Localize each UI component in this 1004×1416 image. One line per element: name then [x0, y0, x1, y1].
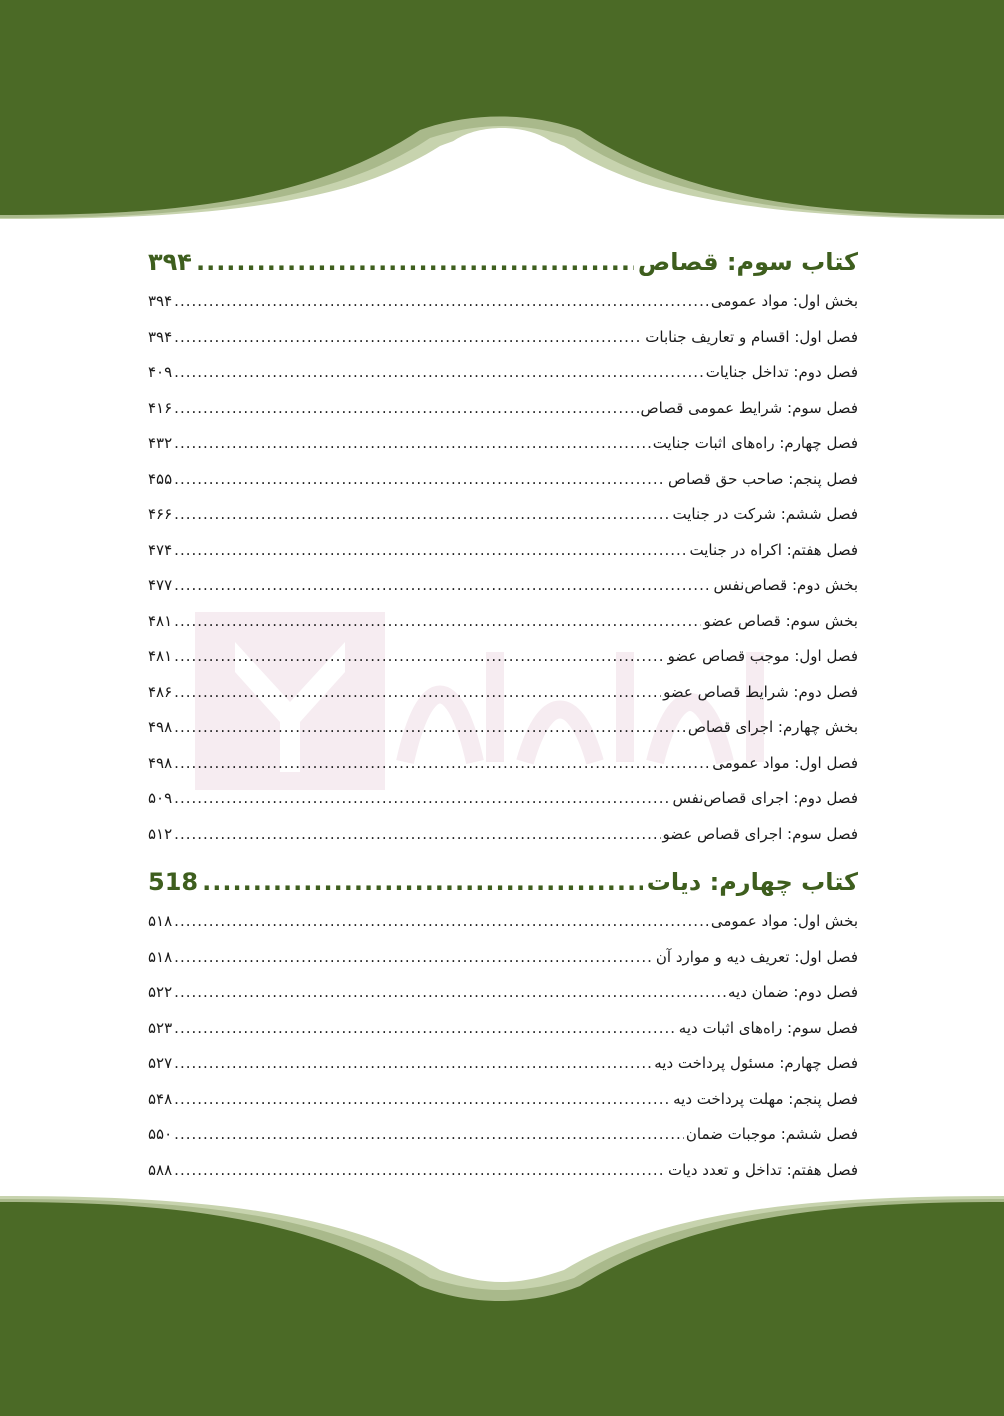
- entry-title: فصل دوم: اجرای قصاص‌نفس: [672, 789, 858, 807]
- entry-page: ۵۵۰: [148, 1125, 173, 1143]
- entry-page: ۴۰۹: [148, 363, 173, 381]
- leader-dots: [174, 817, 660, 853]
- entry-title: فصل چهارم: راه‌های اثبات جنایت: [652, 434, 858, 452]
- leader-dots: [174, 1046, 652, 1082]
- leader-dots: [174, 710, 686, 746]
- entry-page: ۵۲۲: [148, 983, 173, 1001]
- toc-entry[interactable]: [148, 975, 858, 1011]
- leader-dots: [174, 604, 701, 640]
- entry-page: ۵۱۸: [148, 912, 173, 930]
- entry-page: ۵۰۹: [148, 789, 173, 807]
- leader-dots: [174, 940, 654, 976]
- entry-title: فصل چهارم: مسئول پرداخت دیه: [654, 1054, 858, 1072]
- toc-entry[interactable]: [148, 904, 858, 940]
- toc-entry[interactable]: [148, 1082, 858, 1118]
- toc-entry[interactable]: [148, 746, 858, 782]
- entry-page: ۴۸۶: [148, 682, 173, 701]
- leader-dots: [202, 860, 643, 904]
- table-of-contents: [148, 240, 858, 1188]
- entry-page: ۴۳۲: [148, 434, 173, 452]
- book3-page: ۳۹۴: [148, 248, 192, 276]
- entry-title: بخش اول: مواد عمومی: [710, 292, 858, 310]
- leader-dots: [174, 355, 704, 391]
- book4-heading[interactable]: [148, 860, 858, 904]
- toc-entry[interactable]: [148, 533, 858, 569]
- entry-page: ۴۷۴: [148, 540, 173, 559]
- leader-dots: [174, 320, 643, 356]
- leader-dots: [174, 675, 661, 711]
- book4-title: کتاب چهارم: دیات: [646, 868, 858, 896]
- entry-page: ۴۹۸: [148, 718, 173, 736]
- toc-entry[interactable]: [148, 639, 858, 675]
- leader-dots: [174, 568, 711, 604]
- entry-page: ۵۸۸: [148, 1160, 173, 1179]
- bottom-decorative-band: [0, 1190, 1004, 1416]
- entry-page: ۴۹۸: [148, 753, 173, 772]
- entry-page: ۵۲۳: [148, 1018, 173, 1037]
- toc-entry[interactable]: [148, 604, 858, 640]
- leader-dots: [174, 904, 709, 940]
- entry-title: فصل سوم: شرایط عمومی قصاص: [640, 398, 858, 417]
- section-gap: [148, 852, 858, 860]
- entry-title: فصل دوم: ضمان دیه: [728, 983, 858, 1001]
- entry-page: ۴۱۶: [148, 398, 173, 417]
- toc-entry[interactable]: [148, 710, 858, 746]
- entry-title: فصل ششم: موجبات ضمان: [685, 1125, 858, 1143]
- leader-dots: [174, 746, 710, 782]
- toc-entry[interactable]: [148, 497, 858, 533]
- entry-page: ۵۱۲: [148, 824, 173, 843]
- leader-dots: [174, 497, 670, 533]
- top-decorative-band: [0, 0, 1004, 225]
- leader-dots: [174, 781, 670, 817]
- entry-title: بخش اول: مواد عمومی: [710, 912, 858, 930]
- leader-dots: [174, 1082, 671, 1118]
- book3-entry-list: [148, 284, 858, 852]
- toc-entry[interactable]: [148, 355, 858, 391]
- entry-title: فصل پنجم: مهلت پرداخت دیه: [673, 1089, 858, 1108]
- leader-dots: [174, 391, 638, 427]
- toc-entry[interactable]: [148, 1117, 858, 1153]
- leader-dots: [174, 975, 726, 1011]
- leader-dots: [174, 533, 687, 569]
- toc-entry[interactable]: [148, 781, 858, 817]
- toc-entry[interactable]: [148, 940, 858, 976]
- entry-page: ۴۷۷: [148, 576, 173, 594]
- entry-page: ۴۵۵: [148, 469, 173, 488]
- entry-title: فصل سوم: راه‌های اثبات دیه: [678, 1018, 858, 1037]
- toc-entry[interactable]: [148, 320, 858, 356]
- toc-entry[interactable]: [148, 675, 858, 711]
- entry-page: ۵۲۷: [148, 1054, 173, 1072]
- toc-entry[interactable]: [148, 1153, 858, 1189]
- entry-page: ۳۹۴: [148, 327, 173, 346]
- entry-page: ۴۶۶: [148, 505, 173, 523]
- entry-page: ۳۹۴: [148, 292, 173, 310]
- book4-entry-list: [148, 904, 858, 1188]
- entry-title: فصل هفتم: تداخل و تعدد دیات: [667, 1160, 858, 1179]
- entry-title: بخش سوم: قصاص عضو: [703, 611, 858, 630]
- toc-entry[interactable]: [148, 462, 858, 498]
- book3-title: کتاب سوم: قصاص: [637, 248, 858, 276]
- toc-entry[interactable]: [148, 568, 858, 604]
- toc-entry[interactable]: [148, 284, 858, 320]
- entry-title: فصل اول: مواد عمومی: [712, 753, 858, 772]
- leader-dots: [174, 426, 651, 462]
- entry-page: ۵۴۸: [148, 1089, 173, 1108]
- book3-heading[interactable]: [148, 240, 858, 284]
- entry-title: فصل دوم: تداخل جنایات: [705, 363, 858, 381]
- entry-title: فصل پنجم: صاحب حق قصاص: [667, 469, 858, 488]
- entry-title: فصل هفتم: اکراه در جنایت: [689, 540, 858, 559]
- entry-title: فصل سوم: اجرای قصاص عضو: [662, 824, 858, 843]
- entry-page: ۵۱۸: [148, 947, 173, 966]
- leader-dots: [174, 1153, 666, 1189]
- entry-title: فصل دوم: شرایط قصاص عضو: [663, 682, 858, 701]
- leader-dots: [174, 1117, 684, 1153]
- toc-entry[interactable]: [148, 391, 858, 427]
- entry-title: فصل اول: اقسام و تعاریف جنابات: [645, 327, 858, 346]
- leader-dots: [174, 639, 665, 675]
- entry-title: بخش چهارم: اجرای قصاص: [687, 718, 858, 736]
- toc-entry[interactable]: [148, 1011, 858, 1047]
- leader-dots: [174, 284, 709, 320]
- toc-entry[interactable]: [148, 1046, 858, 1082]
- entry-title: فصل اول: تعریف دیه و موارد آن: [655, 947, 858, 966]
- leader-dots: [174, 1011, 677, 1047]
- book4-page: 518: [148, 868, 199, 896]
- entry-page: ۴۸۱: [148, 611, 173, 630]
- entry-title: فصل اول: موجب قصاص عضو: [667, 647, 858, 665]
- toc-entry[interactable]: [148, 817, 858, 853]
- entry-title: فصل ششم: شرکت در جنایت: [672, 505, 858, 523]
- leader-dots: [196, 240, 634, 284]
- entry-page: ۴۸۱: [148, 647, 173, 665]
- toc-entry[interactable]: [148, 426, 858, 462]
- entry-title: بخش دوم: قصاص‌نفس: [713, 576, 858, 594]
- leader-dots: [174, 462, 666, 498]
